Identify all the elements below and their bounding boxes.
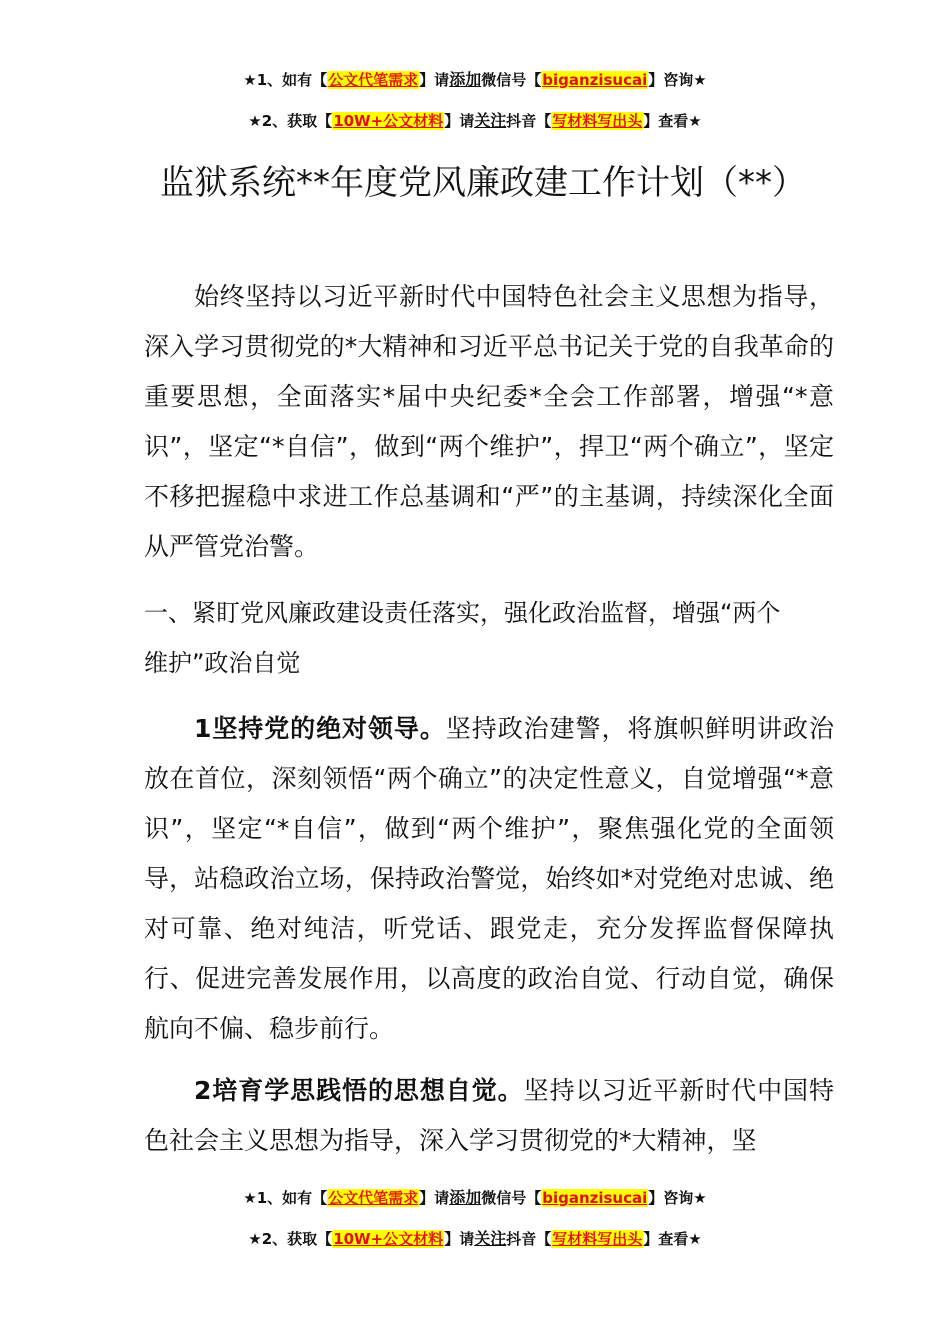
item-text-2: 坚持以习近平新时代中国特色社会主义思想为指导，深入学习贯彻党的*大精神，坚 <box>144 1076 834 1155</box>
banner-text: 】咨询★ <box>648 1189 707 1207</box>
banner-text: 】查看★ <box>643 1230 702 1248</box>
highlight-service: 公文代笔需求 <box>328 1189 419 1207</box>
banner-text: 】请 <box>419 71 450 89</box>
highlight-service: 公文代笔需求 <box>328 71 419 89</box>
emphasis-add: 添加 <box>449 70 482 89</box>
emphasis-follow: 关注 <box>474 1229 507 1248</box>
item-lead-1: 1坚持党的绝对领导。 <box>194 714 446 743</box>
item-paragraph-1 <box>144 704 834 1054</box>
banner-text: 微信号【 <box>481 71 542 89</box>
banner-text: 微信号【 <box>481 1189 542 1207</box>
banner-text: ★2、获取【 <box>248 112 333 130</box>
banner-text: ★2、获取【 <box>248 1230 333 1248</box>
banner-text: ★1、如有【 <box>243 71 328 89</box>
highlight-materials: 10W+公文材料 <box>333 1230 444 1248</box>
top-banner-line-2 <box>0 111 950 131</box>
banner-text: 抖音【 <box>506 1230 552 1248</box>
banner-text: 】咨询★ <box>648 71 707 89</box>
highlight-wechat-id: biganzisucai <box>542 71 648 89</box>
top-banner-line-1 <box>0 70 950 90</box>
banner-text: 】请 <box>444 1230 475 1248</box>
item-paragraph-2 <box>144 1066 834 1166</box>
highlight-materials: 10W+公文材料 <box>333 112 444 130</box>
highlight-wechat-id: biganzisucai <box>542 1189 648 1207</box>
emphasis-follow: 关注 <box>474 111 507 130</box>
bottom-banner-line-2 <box>0 1229 950 1249</box>
banner-text: 】请 <box>444 112 475 130</box>
highlight-douyin-account: 写材料写出头 <box>552 1230 643 1248</box>
bottom-banner-line-1 <box>0 1188 950 1208</box>
emphasis-add: 添加 <box>449 1188 482 1207</box>
banner-text: 抖音【 <box>506 112 552 130</box>
highlight-douyin-account: 写材料写出头 <box>552 112 643 130</box>
item-lead-2: 2培育学思践悟的思想自觉。 <box>194 1076 524 1105</box>
intro-paragraph: 始终坚持以习近平新时代中国特色社会主义思想为指导，深入学习贯彻党的*大精神和习近平总书记关于党的自我革命的重要思想，全面落实*届中央纪委*全会工作部署，增强“*意识”，坚定“*自信”，做到“两个维护”，捍卫“两个确立”，坚定不移把握稳中求进工作总基调和“严”的主基调，持续深化全面从严管党治警。 <box>144 282 834 561</box>
banner-text: 】查看★ <box>643 112 702 130</box>
item-text-1: 坚持政治建警，将旗帜鲜明讲政治放在首位，深刻领悟“两个确立”的决定性意义，自觉增强“*意识”，坚定“*自信”，做到“两个维护”，聚焦强化党的全面领导，站稳政治立场，保持政治警觉，始终如*对党绝对忠诚、绝对可靠、绝对纯洁，听党话、跟党走，充分发挥监督保障执行、促进完善发展作用，以高度的政治自觉、行动自觉，确保航向不偏、稳步前行。 <box>144 714 834 1043</box>
banner-text: ★1、如有【 <box>243 1189 328 1207</box>
banner-text: 】请 <box>419 1189 450 1207</box>
section-heading-1: 一、紧盯党风廉政建设责任落实，强化政治监督，增强“两个维护”政治自觉 <box>144 599 781 677</box>
document-title: 监狱系统**年度党风廉政建工作计划（**） <box>160 163 806 203</box>
